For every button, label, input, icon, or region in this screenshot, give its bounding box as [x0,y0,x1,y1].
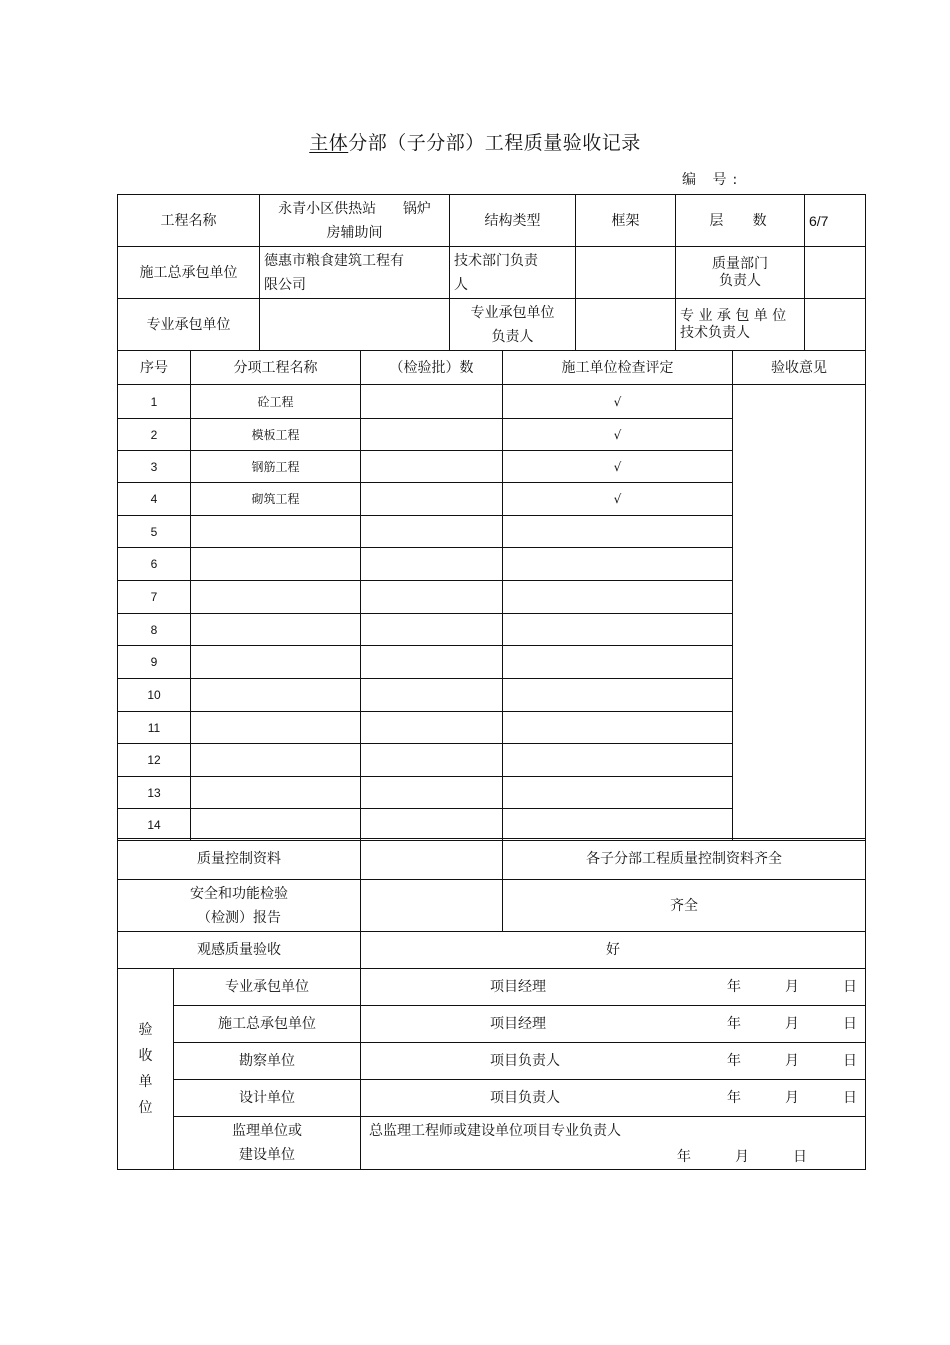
item-name [191,777,361,809]
item-no: 3 [118,451,191,483]
safety-label-line1: 安全和功能检验 [190,885,288,902]
acceptance-char-1: 验 [138,1022,153,1038]
item-check [503,809,733,841]
project-name-label: 工程名称 [118,195,260,247]
item-no: 5 [118,516,191,548]
safety-batch [361,880,503,932]
month-label: 月 [735,1149,749,1165]
acceptance-sign-cell [361,1043,866,1080]
title-main-part: 主体 [309,132,349,154]
item-no: 2 [118,419,191,451]
item-no: 8 [118,614,191,646]
sub-contractor-label: 专业承包单位 [118,299,260,351]
acceptance-sign-cell [361,1006,866,1043]
item-batch [361,777,503,809]
general-contractor-line1: 德惠市粮食建筑工程有 [264,252,404,269]
supervision-date [633,1145,807,1169]
acceptance-sign-cell [361,1080,866,1117]
item-name [191,548,361,581]
sub-items-table [117,350,866,841]
sub-contractor-head-value [576,299,676,351]
acceptance-opinion-cell [733,385,866,841]
item-name [191,679,361,712]
project-name-line1: 永青小区供热站 锅炉 [278,200,431,217]
item-check: √ [503,419,733,451]
item-name: 钢筋工程 [191,451,361,483]
item-no: 6 [118,548,191,581]
item-name: 模板工程 [191,419,361,451]
item-no: 11 [118,712,191,744]
year-label: 年 [727,979,741,995]
acceptance-role: 项目经理 [490,1016,546,1032]
month-label: 月 [785,1016,799,1032]
supervision-role: 总监理工程师或建设单位项目专业负责人 [369,1123,621,1139]
title-rest: 分部（子分部）工程质量验收记录 [348,132,641,154]
item-check: √ [503,451,733,483]
col-header-check: 施工单位检查评定 [503,351,733,385]
general-contractor-line2: 限公司 [264,276,306,293]
sub-contractor-head-line2: 负责人 [491,328,534,345]
acceptance-date [683,975,857,999]
acceptance-role: 项目负责人 [490,1090,560,1106]
page-title [0,128,950,155]
day-label: 日 [843,1016,857,1032]
col-header-no: 序号 [118,351,191,385]
item-batch [361,646,503,679]
acceptance-role: 项目经理 [490,979,546,995]
item-batch [361,548,503,581]
quality-control-label: 质量控制资料 [118,839,361,880]
item-batch [361,744,503,777]
sub-contractor-tech-label [676,299,805,351]
item-check [503,614,733,646]
item-no: 10 [118,679,191,712]
project-name-value [260,195,450,247]
item-name [191,646,361,679]
acceptance-units-label [118,969,174,1170]
item-batch [361,581,503,614]
acceptance-date [683,1012,857,1036]
tech-dept-head-label [450,247,576,299]
quality-dept-head-line1: 质量部门 [712,255,768,272]
item-batch [361,451,503,483]
quality-dept-head-line2: 负责人 [719,272,761,289]
item-batch [361,483,503,516]
general-contractor-label: 施工总承包单位 [118,247,260,299]
quality-dept-head-label [676,247,805,299]
acceptance-unit: 设计单位 [174,1080,361,1117]
item-batch [361,614,503,646]
month-label: 月 [785,979,799,995]
item-check [503,679,733,712]
supervision-unit-line1: 监理单位或 [232,1123,302,1139]
floors-value: 6/7 [805,195,866,247]
sub-contractor-value [260,299,450,351]
year-label: 年 [727,1053,741,1069]
item-name [191,744,361,777]
sub-contractor-tech-value [805,299,866,351]
year-label: 年 [727,1016,741,1032]
appearance-value: 好 [361,932,866,969]
general-contractor-value [260,247,450,299]
supervision-sign-cell [361,1117,866,1170]
project-info-table [117,194,866,351]
item-batch [361,809,503,841]
tech-dept-head-line2: 人 [454,276,468,293]
item-name [191,516,361,548]
item-check [503,516,733,548]
item-name: 砼工程 [191,385,361,419]
day-label: 日 [843,1090,857,1106]
acceptance-date [683,1049,857,1073]
safety-label [118,880,361,932]
item-no: 1 [118,385,191,419]
item-check [503,744,733,777]
item-no: 4 [118,483,191,516]
item-batch [361,712,503,744]
item-check [503,646,733,679]
sub-contractor-tech-line2: 技术负责人 [680,324,750,341]
item-no: 14 [118,809,191,841]
quality-control-batch [361,839,503,880]
sub-contractor-tech-line1: 专 业 承 包 单 位 [680,307,787,324]
safety-value: 齐全 [503,880,866,932]
item-check [503,548,733,581]
project-name-line2: 房辅助间 [326,224,383,241]
item-no: 9 [118,646,191,679]
acceptance-role: 项目负责人 [490,1053,560,1069]
tech-dept-head-line1: 技术部门负责 [454,252,538,269]
acceptance-table [117,968,866,1170]
sub-contractor-head-line1: 专业承包单位 [470,304,555,321]
col-header-batch: （检验批）数 [361,351,503,385]
sub-contractor-head-label [450,299,576,351]
tech-dept-head-value [576,247,676,299]
safety-label-line2: （检测）报告 [197,909,281,926]
structure-type-label: 结构类型 [450,195,576,247]
acceptance-date [683,1086,857,1110]
item-check: √ [503,483,733,516]
month-label: 月 [785,1090,799,1106]
quality-control-value: 各子分部工程质量控制资料齐全 [503,839,866,880]
structure-type-value: 框架 [576,195,676,247]
item-name [191,712,361,744]
day-label: 日 [843,979,857,995]
item-name [191,809,361,841]
acceptance-sign-cell [361,969,866,1006]
table-row [118,385,866,419]
summary-table [117,838,866,969]
item-name: 砌筑工程 [191,483,361,516]
day-label: 日 [843,1053,857,1069]
item-name [191,581,361,614]
item-no: 13 [118,777,191,809]
year-label: 年 [677,1149,691,1165]
item-check [503,581,733,614]
day-label: 日 [793,1149,807,1165]
acceptance-unit: 勘察单位 [174,1043,361,1080]
item-no: 7 [118,581,191,614]
item-batch [361,516,503,548]
acceptance-char-2: 收 [138,1048,153,1064]
acceptance-char-3: 单 [138,1074,153,1090]
item-batch [361,419,503,451]
item-check [503,777,733,809]
acceptance-unit: 施工总承包单位 [174,1006,361,1043]
acceptance-unit: 专业承包单位 [174,969,361,1006]
month-label: 月 [785,1053,799,1069]
item-check: √ [503,385,733,419]
item-check [503,712,733,744]
item-name [191,614,361,646]
year-label: 年 [727,1090,741,1106]
acceptance-char-4: 位 [138,1100,153,1116]
item-no: 12 [118,744,191,777]
col-header-opinion: 验收意见 [733,351,866,385]
item-batch [361,679,503,712]
quality-dept-head-value [805,247,866,299]
supervision-unit-label [174,1117,361,1170]
floors-label: 层 数 [676,195,805,247]
supervision-unit-line2: 建设单位 [239,1147,295,1163]
col-header-name: 分项工程名称 [191,351,361,385]
doc-number-label: 编 号: [682,172,744,188]
item-batch [361,385,503,419]
appearance-label: 观感质量验收 [118,932,361,969]
